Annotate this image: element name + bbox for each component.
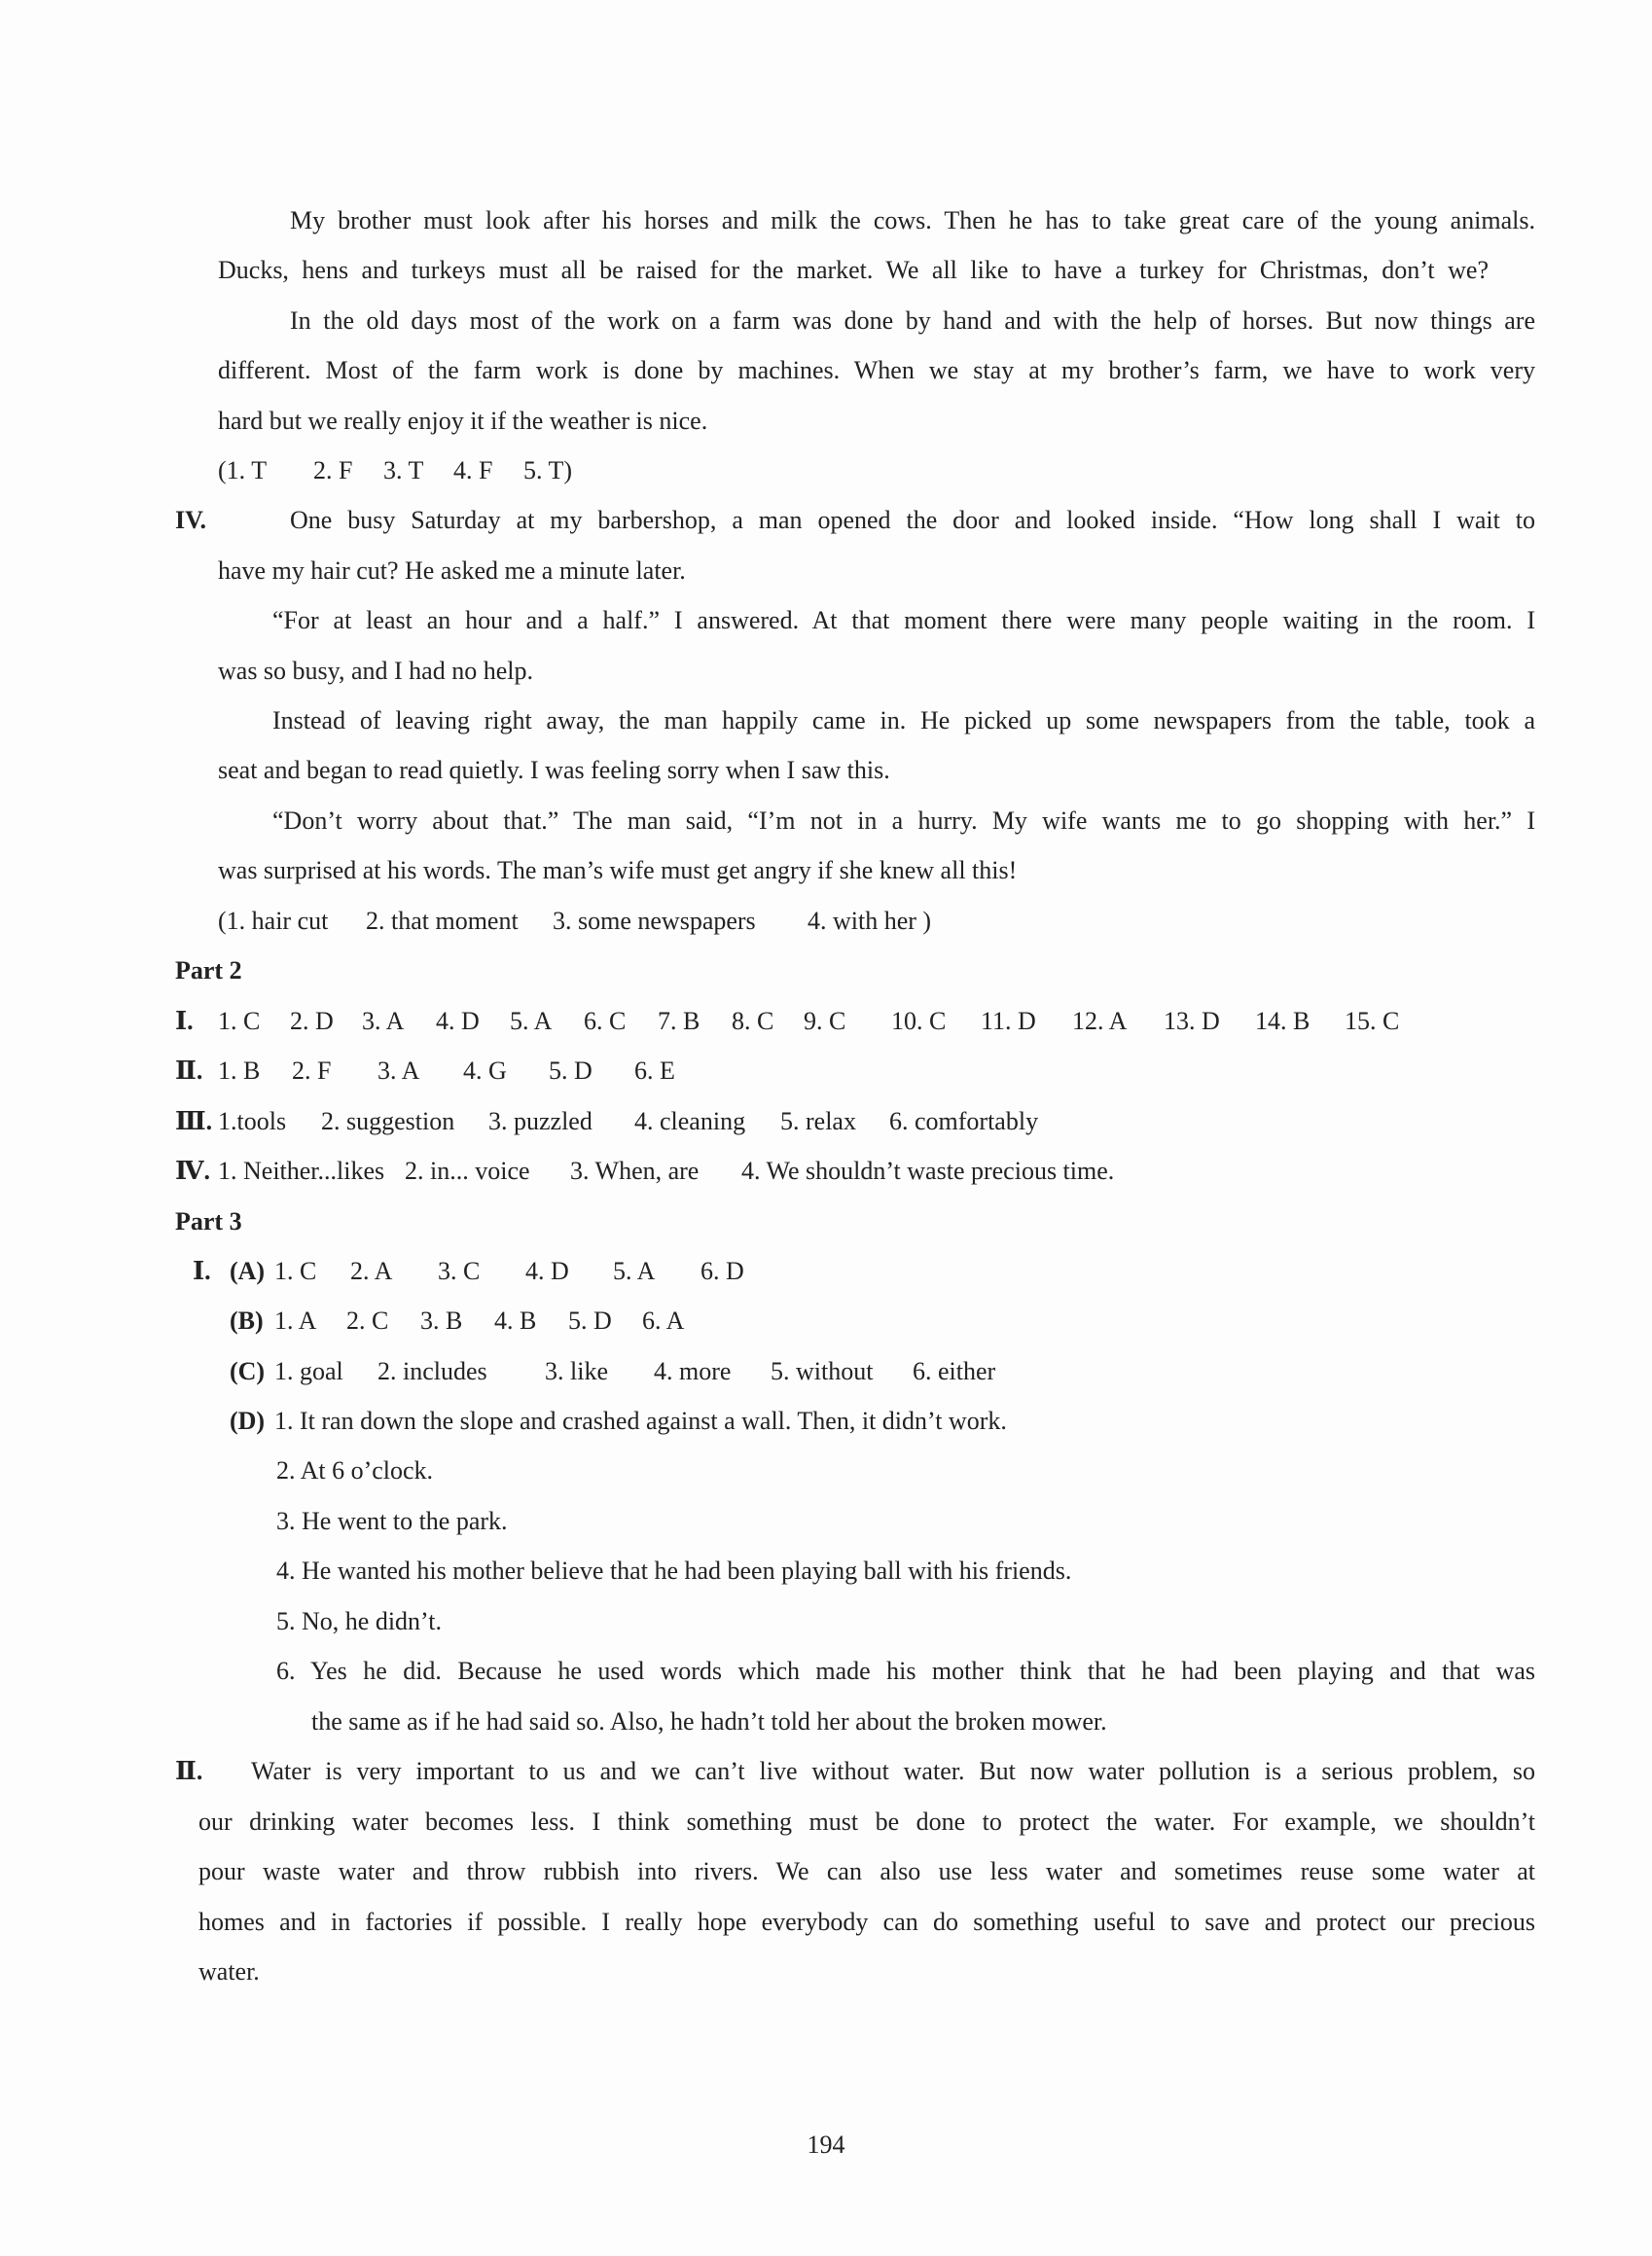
answer: 4. F bbox=[453, 456, 493, 484]
answer: 3. A bbox=[362, 1007, 405, 1035]
answer: 2. A bbox=[350, 1257, 393, 1285]
answer: 2. that moment bbox=[366, 907, 519, 935]
answer: 2. in... voice bbox=[405, 1157, 530, 1185]
part3-d-item-6-cont: the same as if he had said so. Also, he hadn’t told her about the broken mower. bbox=[311, 1707, 1107, 1736]
answer: 6. D bbox=[700, 1257, 744, 1285]
answer: 8. C bbox=[732, 1007, 774, 1035]
iv-line-6: seat and began to read quietly. I was feeling sorry when I saw this. bbox=[218, 756, 890, 784]
part2-ii-row bbox=[175, 1056, 675, 1086]
part2-i-row bbox=[175, 1007, 1399, 1036]
answer: 3. like bbox=[545, 1357, 608, 1385]
answer: 9. C bbox=[804, 1007, 846, 1035]
answer: 1. goal bbox=[274, 1357, 343, 1385]
iv-line-5: Instead of leaving right away, the man happily came in. He picked up some newspapers from the table, took a bbox=[272, 706, 1535, 734]
answer: 5. without bbox=[771, 1357, 874, 1385]
part3-d-row bbox=[230, 1407, 1007, 1436]
water-line-2: our drinking water becomes less. I think something must be done to protect the water. For example, we shouldn’t bbox=[198, 1808, 1535, 1836]
part3-ii-label: Ⅱ. bbox=[175, 1757, 203, 1785]
part3-a-row bbox=[193, 1257, 744, 1286]
answer: 5. relax bbox=[780, 1107, 856, 1135]
subsection-label: (D) bbox=[230, 1407, 266, 1435]
water-line-3: pour waste water and throw rubbish into rivers. We can also use less water and sometimes reuse some water at bbox=[198, 1857, 1535, 1885]
answer: 6. A bbox=[642, 1307, 685, 1335]
iv-line-3: “For at least an hour and a half.” I answered. At that moment there were many people waiting in the room. I bbox=[272, 606, 1535, 634]
answer: 1. Neither...likes bbox=[218, 1157, 385, 1185]
answer: 2. suggestion bbox=[321, 1107, 455, 1135]
part2-iv-row bbox=[175, 1157, 1114, 1186]
farm-line-3: In the old days most of the work on a farm was done by hand and with the help of horses. But now things are bbox=[290, 306, 1535, 335]
answer: 2. C bbox=[346, 1307, 389, 1335]
answer: 5. D bbox=[549, 1056, 593, 1085]
answer: 2. F bbox=[292, 1056, 332, 1085]
iv-line-4: was so busy, and I had no help. bbox=[218, 657, 533, 685]
part3-d-item-3: 3. He went to the park. bbox=[276, 1507, 508, 1535]
section-label: Ⅰ. bbox=[175, 1007, 194, 1035]
farm-line-4: different. Most of the farm work is done by machines. When we stay at my brother’s farm, we have to work very bbox=[218, 356, 1535, 384]
answer: 6. C bbox=[584, 1007, 627, 1035]
answer: 12. A bbox=[1072, 1007, 1128, 1035]
iv-line-2: have my hair cut? He asked me a minute later. bbox=[218, 556, 686, 585]
answer: 3. T bbox=[383, 456, 424, 484]
iv-line-7: “Don’t worry about that.” The man said, “I’m not in a hurry. My wife wants me to go shopping with her.” I bbox=[272, 806, 1535, 835]
answer: (1. T bbox=[218, 456, 268, 484]
farm-line-1: My brother must look after his horses and milk the cows. Then he has to take great care of the young animals. bbox=[290, 206, 1535, 234]
water-line-4: homes and in factories if possible. I really hope everybody can do something useful to save and protect our precious bbox=[198, 1908, 1535, 1936]
answer: 7. B bbox=[658, 1007, 700, 1035]
answer: 10. C bbox=[891, 1007, 947, 1035]
answer: (1. hair cut bbox=[218, 907, 329, 935]
answer: 2. D bbox=[290, 1007, 334, 1035]
iv-line-8: was surprised at his words. The man’s wife must get angry if she knew all this! bbox=[218, 856, 1018, 884]
answer: 1.tools bbox=[218, 1107, 287, 1135]
page-number: 194 bbox=[807, 2131, 845, 2159]
answer: 6. comfortably bbox=[889, 1107, 1039, 1135]
answer: 3. B bbox=[420, 1307, 463, 1335]
answer: 15. C bbox=[1345, 1007, 1400, 1035]
answer: 13. D bbox=[1164, 1007, 1220, 1035]
answer: 6. either bbox=[913, 1357, 996, 1385]
part2-iii-row bbox=[175, 1107, 1038, 1136]
part3-d-item-5: 5. No, he didn’t. bbox=[276, 1607, 442, 1635]
farm-line-5: hard but we really enjoy it if the weather is nice. bbox=[218, 407, 708, 435]
subsection-label: (B) bbox=[230, 1307, 264, 1335]
answer: 3. When, are bbox=[570, 1157, 700, 1185]
answer: 2. includes bbox=[377, 1357, 487, 1385]
section-label: Ⅰ. bbox=[193, 1257, 211, 1285]
answer: 3. A bbox=[377, 1056, 420, 1085]
section-label: Ⅱ. bbox=[175, 1056, 203, 1085]
answer: 4. We shouldn’t waste precious time. bbox=[741, 1157, 1115, 1185]
farm-answers bbox=[218, 456, 572, 485]
answer: 4. more bbox=[654, 1357, 732, 1385]
answer: 1. C bbox=[218, 1007, 261, 1035]
answer: 5. A bbox=[613, 1257, 656, 1285]
answer: 4. D bbox=[436, 1007, 480, 1035]
part3-d-item-2: 2. At 6 o’clock. bbox=[276, 1456, 434, 1485]
section-iv-label: IV. bbox=[175, 506, 207, 534]
answer: 5. T) bbox=[523, 456, 573, 484]
answer: 4. with her ) bbox=[808, 907, 932, 935]
water-line-5: water. bbox=[198, 1957, 260, 1986]
answer: 11. D bbox=[981, 1007, 1036, 1035]
answer: 3. puzzled bbox=[488, 1107, 593, 1135]
answer: 1. A bbox=[274, 1307, 317, 1335]
part-2-title: Part 2 bbox=[175, 956, 242, 985]
subsection-label: (A) bbox=[230, 1257, 266, 1285]
answer: 14. B bbox=[1255, 1007, 1311, 1035]
answer: 4. G bbox=[463, 1056, 507, 1085]
answer: 4. D bbox=[525, 1257, 569, 1285]
farm-line-2: Ducks, hens and turkeys must all be raised for the market. We all like to have a turkey for Christmas, don’t we? bbox=[218, 256, 1489, 284]
answer: 5. D bbox=[568, 1307, 612, 1335]
water-line-1: Water is very important to us and we can’t live without water. But now water pollution is a serious problem, so bbox=[251, 1757, 1535, 1785]
part3-d-item-4: 4. He wanted his mother believe that he had been playing ball with his friends. bbox=[276, 1557, 1072, 1585]
answer: 3. C bbox=[438, 1257, 481, 1285]
iv-line-1: One busy Saturday at my barbershop, a man opened the door and looked inside. “How long shall I wait to bbox=[290, 506, 1535, 534]
answer: 1. B bbox=[218, 1056, 261, 1085]
part-3-title: Part 3 bbox=[175, 1207, 242, 1235]
section-label: Ⅲ. bbox=[175, 1107, 213, 1135]
answer: 4. cleaning bbox=[634, 1107, 746, 1135]
part3-c-row bbox=[230, 1357, 995, 1386]
part3-d-item-6: 6. Yes he did. Because he used words which made his mother think that he had been playing and that was bbox=[276, 1657, 1535, 1685]
answer: 1. It ran down the slope and crashed against a wall. Then, it didn’t work. bbox=[274, 1407, 1007, 1435]
answer: 3. some newspapers bbox=[553, 907, 756, 935]
subsection-label: (C) bbox=[230, 1357, 266, 1385]
answer: 2. F bbox=[313, 456, 353, 484]
part3-b-row bbox=[230, 1307, 684, 1336]
answer: 6. E bbox=[634, 1056, 675, 1085]
iv-answers bbox=[218, 907, 931, 936]
section-label: Ⅳ. bbox=[175, 1157, 211, 1185]
answer: 4. B bbox=[494, 1307, 537, 1335]
answer: 5. A bbox=[510, 1007, 553, 1035]
answer: 1. C bbox=[274, 1257, 317, 1285]
